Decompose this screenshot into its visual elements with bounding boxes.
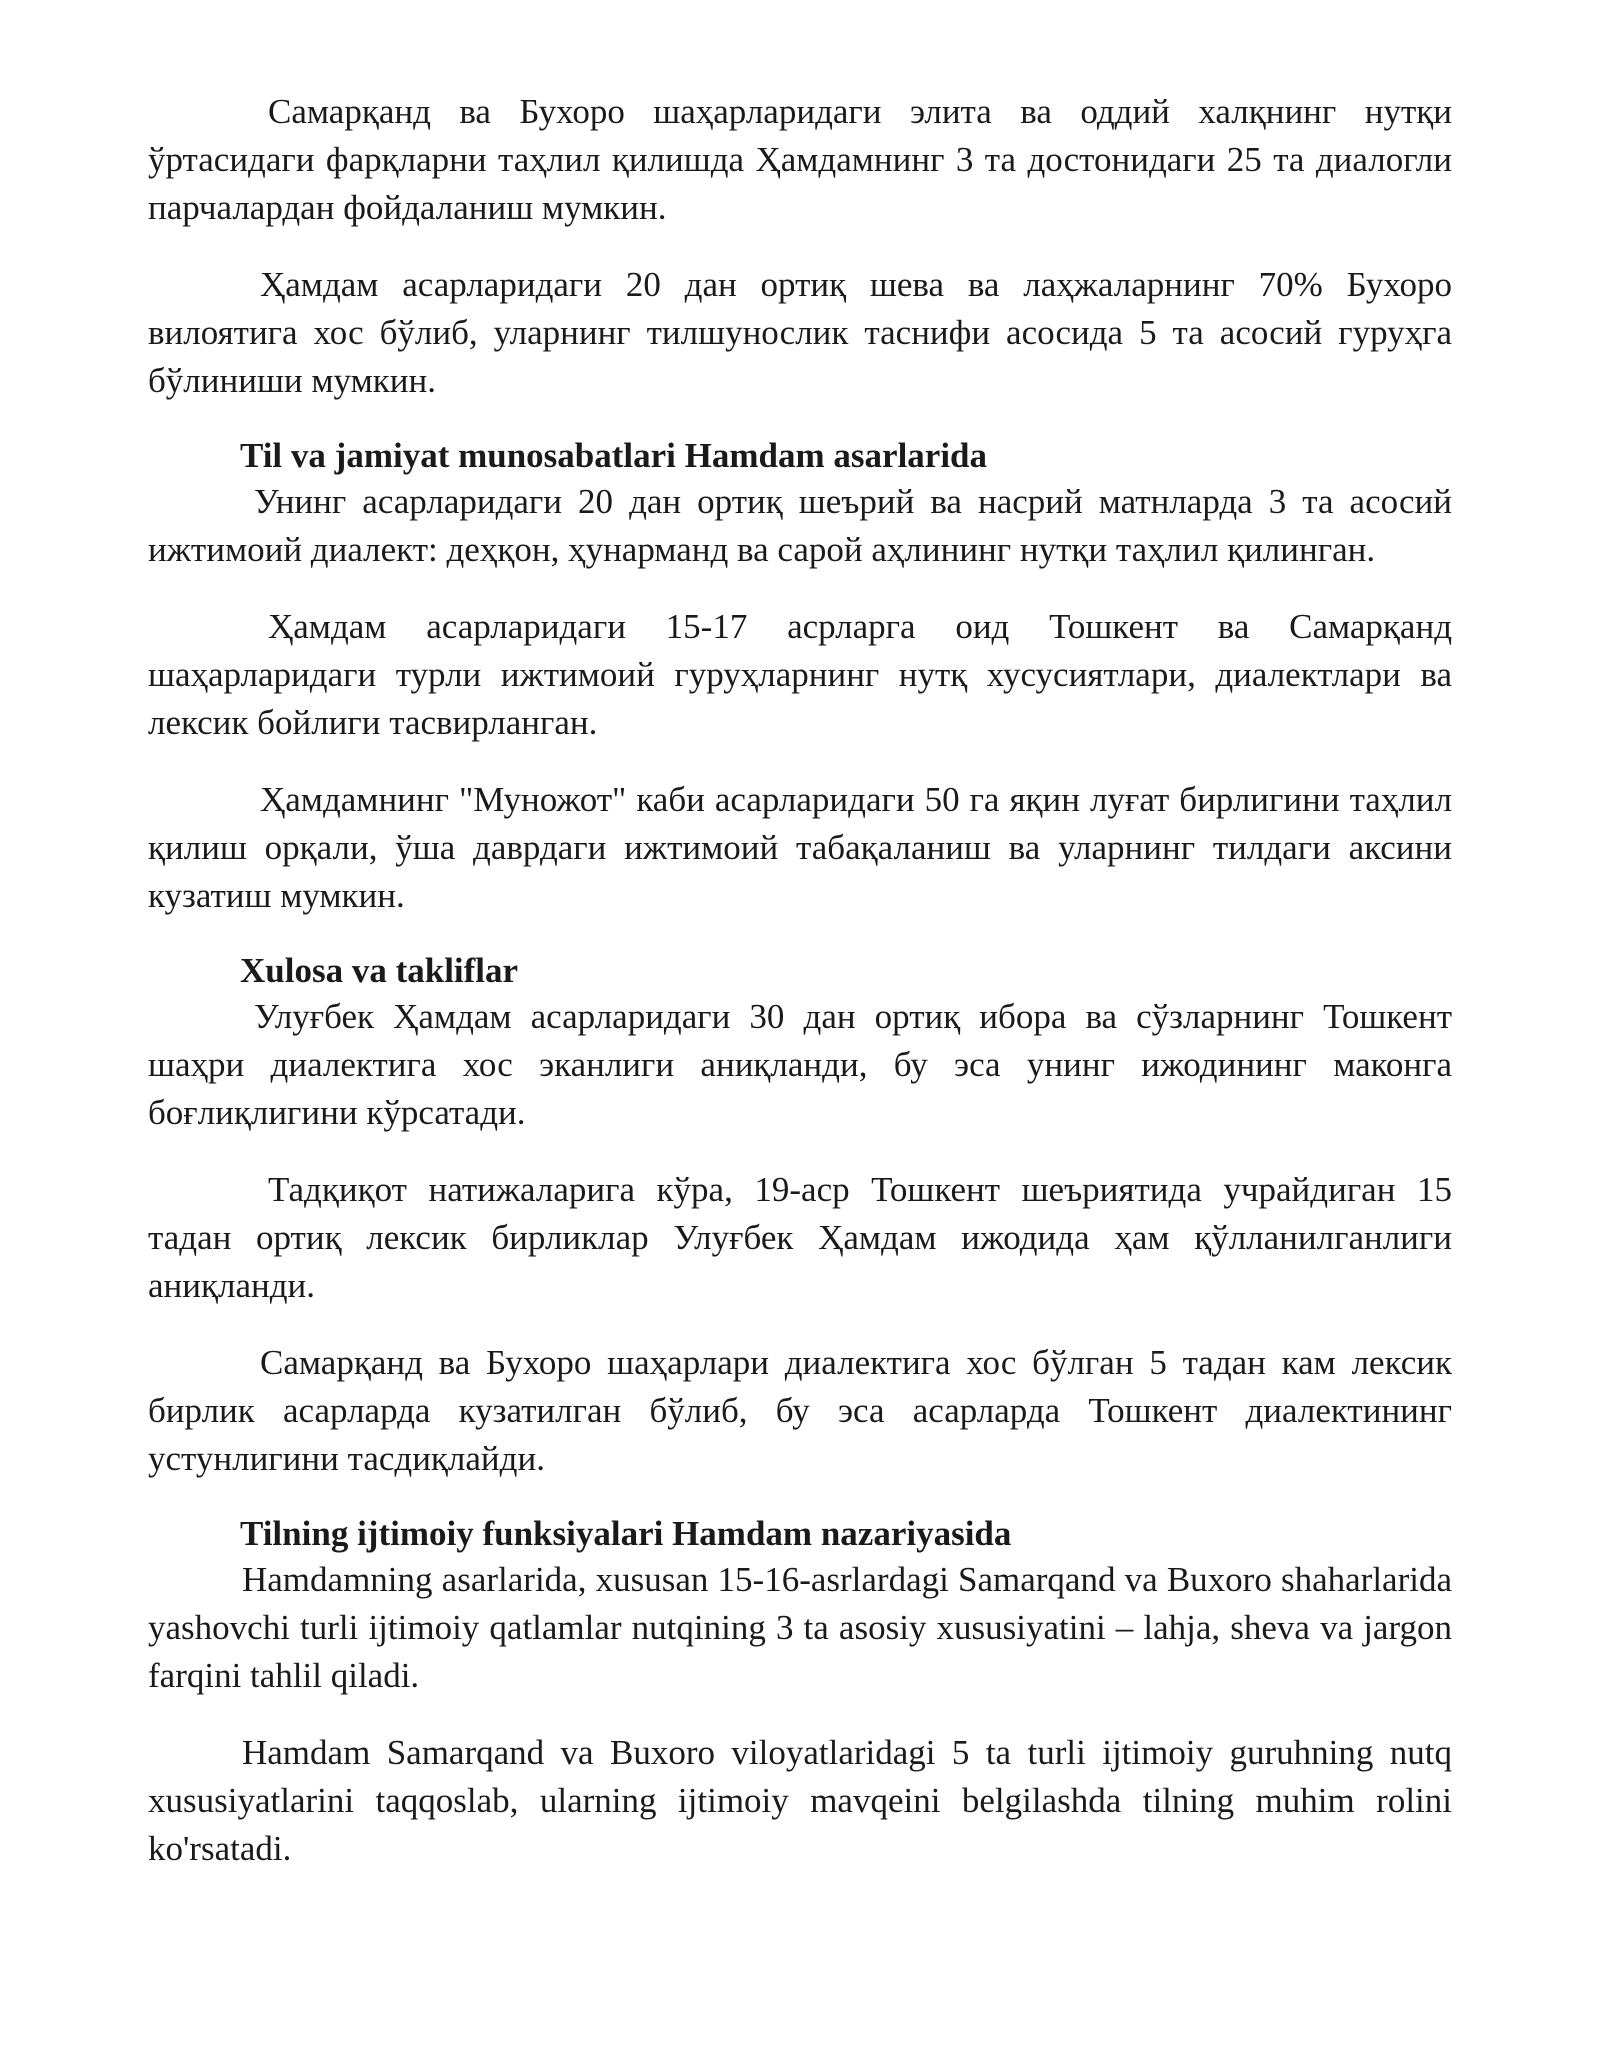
- document-page: [148, 88, 1452, 1902]
- paragraph: Hamdamning asarlarida, xususan 15-16-asrlardagi Samarqand va Buxoro shaharlarida yashovchi turli ijtimoiy qatlamlar nutqining 3 ta asosiy xususiyatini – lahja, sheva va jargon farqini tahlil qiladi.: [148, 1560, 1452, 1695]
- section-heading: Xulosa va takliflar: [240, 951, 519, 990]
- paragraph: Тадқиқот натижаларига кўра, 19-аср Тошкент шеъриятида учрайдиган 15 тадан ортиқ лексик бирликлар Улуғбек Ҳамдам ижодида ҳам қўлланилганлиги аниқланди.: [148, 1170, 1452, 1305]
- paragraph: Самарқанд ва Бухоро шаҳарларидаги элита ва оддий халқнинг нутқи ўртасидаги фарқларни таҳлил қилишда Ҳамдамнинг 3 та достонидаги 25 та диалогли парчалардан фойдаланиш мумкин.: [148, 92, 1452, 227]
- paragraph: Ҳамдам асарларидаги 20 дан ортиқ шева ва лаҳжаларнинг 70% Бухоро вилоятига хос бўлиб, уларнинг тилшунослик таснифи асосида 5 та асосий гуруҳга бўлиниши мумкин.: [148, 265, 1452, 400]
- section-heading: Tilning ijtimoiy funksiyalari Hamdam nazariyasida: [240, 1514, 1012, 1553]
- paragraph: Самарқанд ва Бухоро шаҳарлари диалектига хос бўлган 5 тадан кам лексик бирлик асарларда кузатилган бўлиб, бу эса асарларда Тошкент диалектининг устунлигини тасдиқлайди.: [148, 1343, 1452, 1478]
- paragraph: Унинг асарларидаги 20 дан ортиқ шеърий ва насрий матнларда 3 та асосий ижтимоий диалект: деҳқон, ҳунарманд ва сарой аҳлининг нутқи таҳлил қилинган.: [148, 482, 1452, 569]
- paragraph: Hamdam Samarqand va Buxoro viloyatlaridagi 5 ta turli ijtimoiy guruhning nutq xususiyatlarini taqqoslab, ularning ijtimoiy mavqeini belgilashda tilning muhim rolini ko'rsatadi.: [148, 1733, 1452, 1868]
- paragraph: Улуғбек Ҳамдам асарларидаги 30 дан ортиқ ибора ва сўзларнинг Тошкент шаҳри диалектига хос эканлиги аниқланди, бу эса унинг ижодининг маконга боғлиқлигини кўрсатади.: [148, 997, 1452, 1132]
- paragraph: Ҳамдамнинг "Муножот" каби асарларидаги 50 га яқин луғат бирлигини таҳлил қилиш орқали, ўша даврдаги ижтимоий табақаланиш ва уларнинг тилдаги аксини кузатиш мумкин.: [148, 780, 1452, 915]
- section-heading: Til va jamiyat munosabatlari Hamdam asarlarida: [240, 436, 988, 475]
- paragraph: Ҳамдам асарларидаги 15-17 асрларга оид Тошкент ва Самарқанд шаҳарларидаги турли ижтимоий гуруҳларнинг нутқ хусусиятлари, диалектлари ва лексик бойлиги тасвирланган.: [148, 607, 1452, 742]
